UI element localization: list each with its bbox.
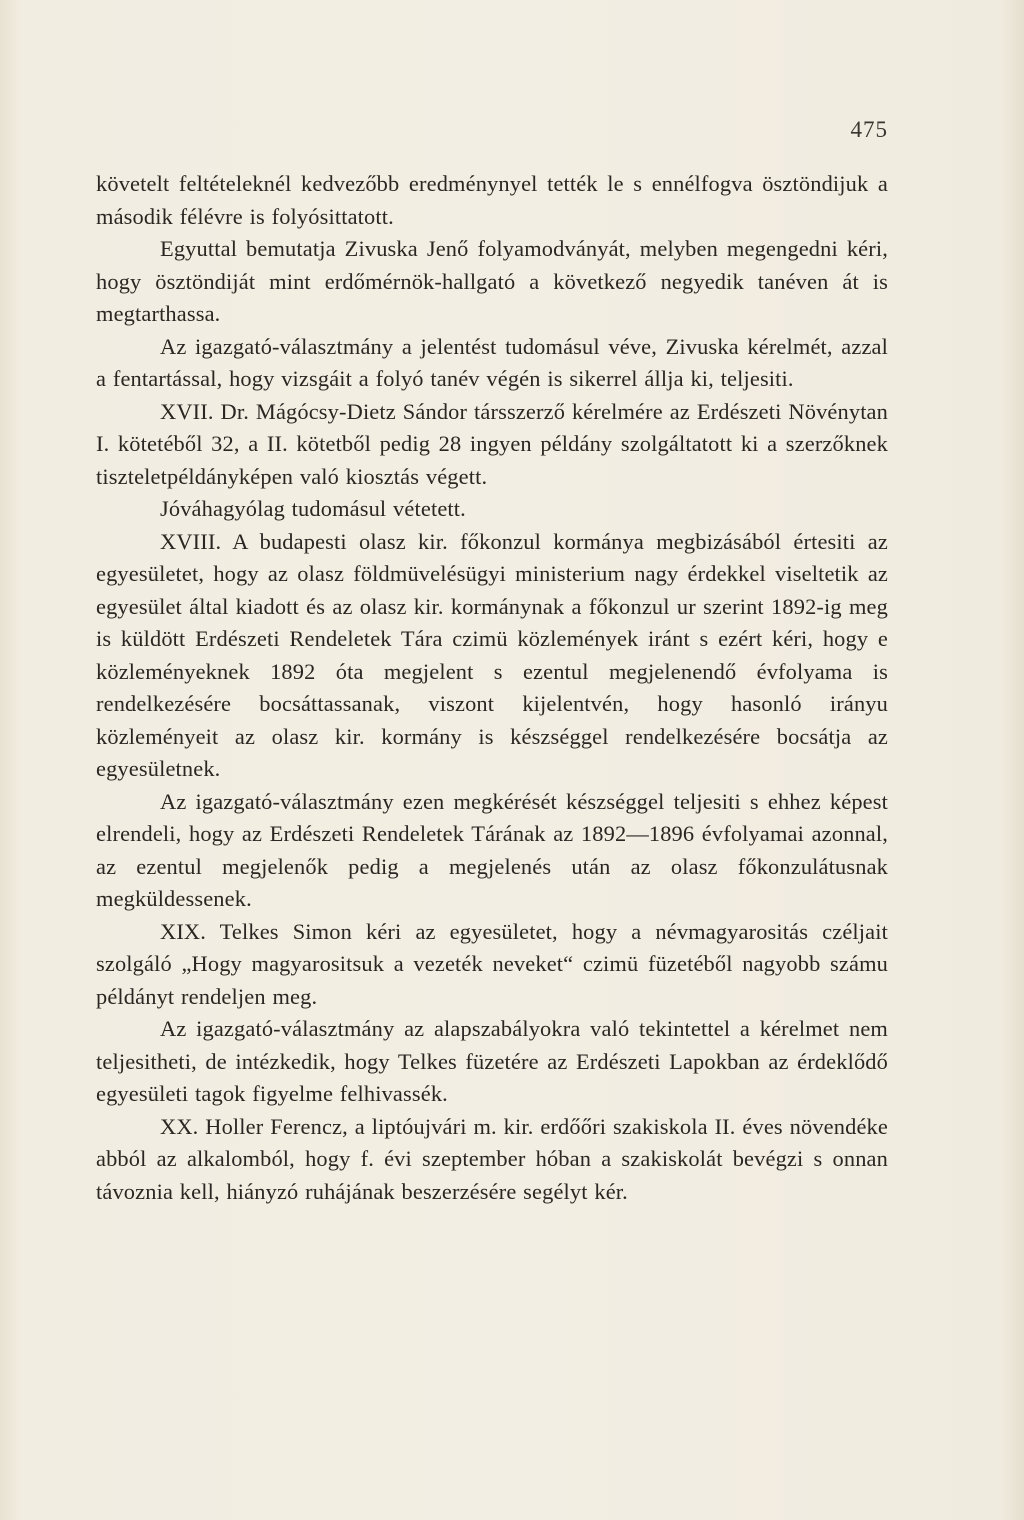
- paragraph-item-xvii: XVII. Dr. Mágócsy-Dietz Sándor társszerző kérelmére az Erdészeti Növénytan I. kötetéből 32, a II. kötetből pedig 28 ingyen példány szolgáltatott ki a szerzőknek tiszteletpéldányképen való kiosztás végett.: [96, 398, 888, 489]
- paragraph-item-xix: XIX. Telkes Simon kéri az egyesületet, hogy a névmagyarositás czéljait szolgáló „Hogy magyarositsuk a vezeték neveket“ czimü füzetéből nagyobb számu példányt rendeljen meg.: [96, 918, 888, 1009]
- paragraph-xviii-decision: Az igazgató-választmány ezen megkérését készséggel teljesiti s ehhez képest elrendeli, hogy az Erdészeti Rendeletek Tárának az 1892—1896 évfolyamai azonnal, az ezentul megjelenők pedig a megjelenés után az olasz főkonzulátusnak megküldessenek.: [96, 788, 888, 911]
- page-number: 475: [850, 117, 888, 142]
- body-text: [96, 168, 888, 1208]
- paragraph-item-xx: XX. Holler Ferencz, a liptóujvári m. kir. erdőőri szakiskola II. éves növendéke abból az alkalomból, hogy f. évi szeptember hóban a szakiskolát bevégzi s onnan távoznia kell, hiányzó ruhájának beszerzésére segélyt kér.: [96, 1113, 888, 1204]
- paragraph-continuation: követelt feltételeknél kedvezőbb eredménynyel tették le s ennélfogva ösztöndijuk a második félévre is folyósittatott.: [96, 171, 888, 229]
- paragraph-zivuska-decision: Az igazgató-választmány a jelentést tudomásul véve, Zivuska kérelmét, azzal a fentartással, hogy vizsgáit a folyó tanév végén is sikerrel állja ki, teljesiti.: [96, 333, 888, 391]
- paragraph-zivuska-request: Egyuttal bemutatja Zivuska Jenő folyamodványát, melyben megengedni kéri, hogy ösztöndiját mint erdőmérnök-hallgató a következő negyedik tanéven át is megtarthassa.: [96, 236, 888, 326]
- paragraph-xvii-approval: Jóváhagyólag tudomásul vétetett.: [160, 496, 466, 521]
- paragraph-xix-decision: Az igazgató-választmány az alapszabályokra való tekintettel a kérelmet nem teljesitheti, de intézkedik, hogy Telkes füzetére az Erdészeti Lapokban az érdeklődő egyesületi tagok figyelme felhivassék.: [96, 1016, 888, 1106]
- paragraph-item-xviii: XVIII. A budapesti olasz kir. főkonzul kormánya megbizásából értesiti az egyesületet, hogy az olasz földmüvelésügyi ministerium nagy érdekkel viseltetik az egyesület által kiadott és az olasz kir. kormánynak a főkonzul ur szerint 1892-ig meg is küldött Erdészeti Rendeletek Tára czimü közlemények iránt s ezért kéri, hogy e közleményeknek 1892 óta megjelent s ezentul megjelenendő évfolyama is rendelkezésére bocsáttassanak, viszont kijelentvén, hogy hasonló irányu közleményeit az olasz kir. kormány is készséggel rendelkezésére bocsátja az egyesületnek.: [96, 528, 888, 781]
